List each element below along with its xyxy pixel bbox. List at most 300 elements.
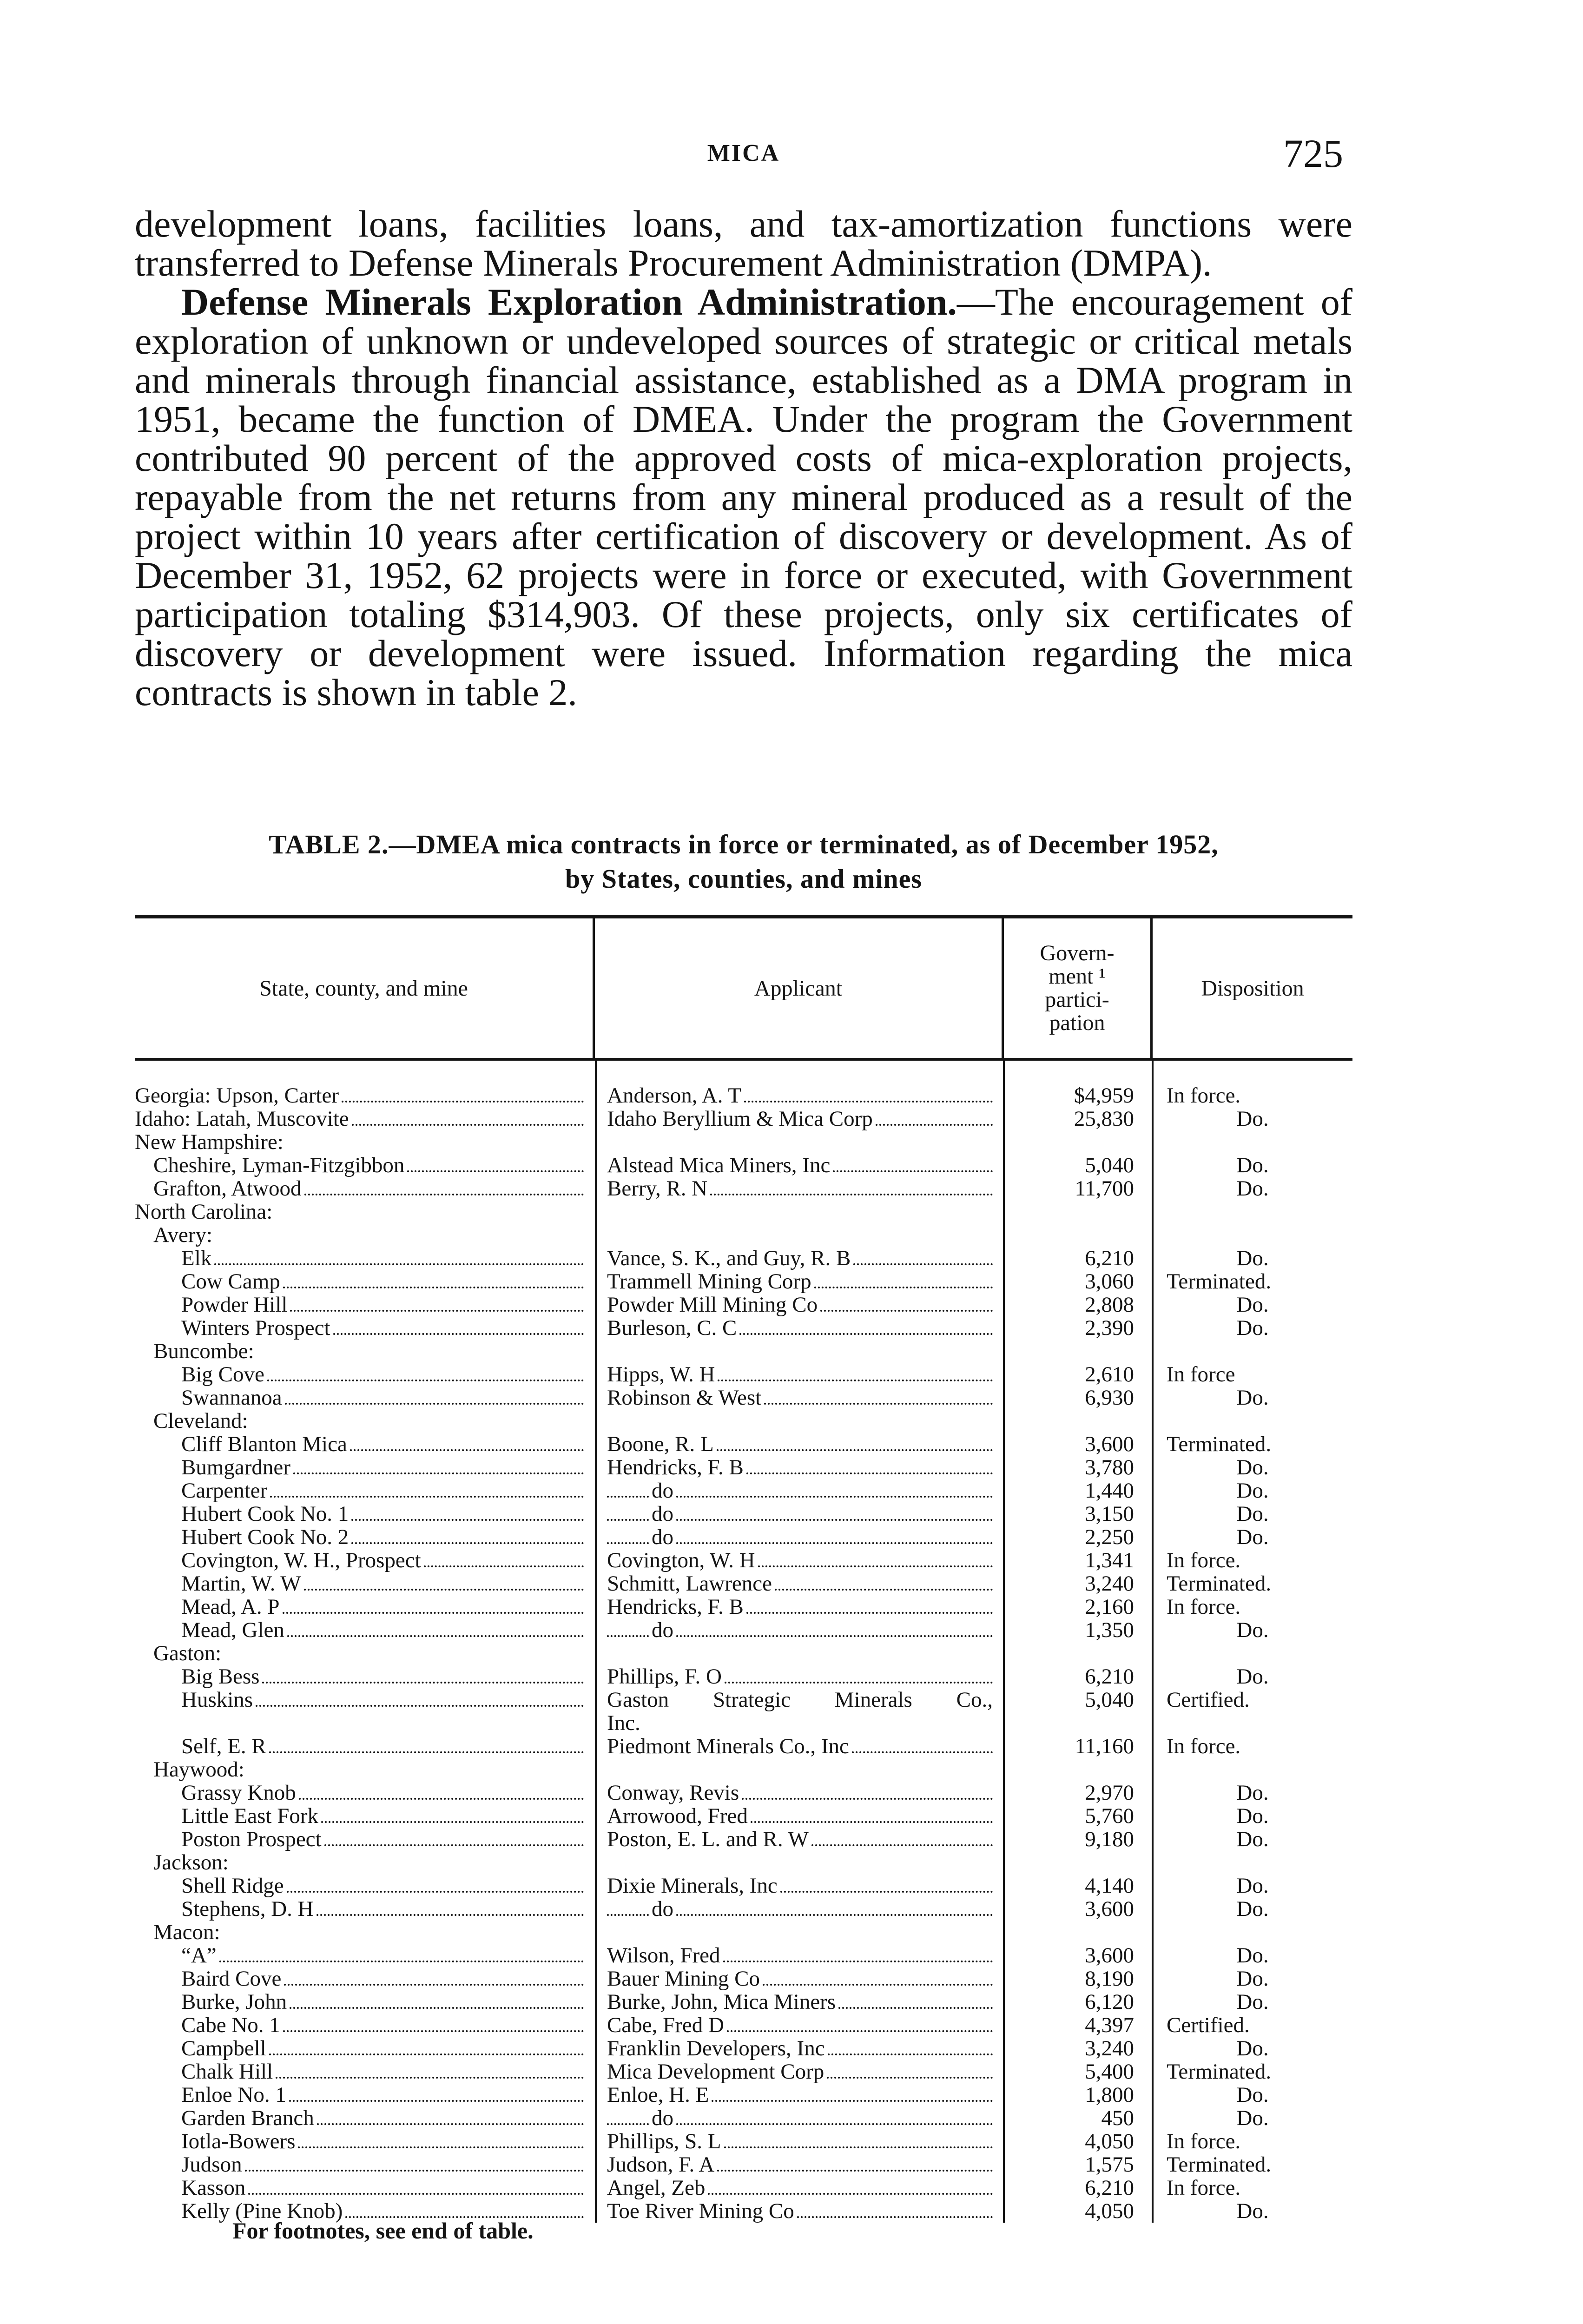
participation-amount: $4,959 <box>1074 1084 1134 1107</box>
table-row <box>135 1618 1352 1642</box>
disposition-status <box>1153 1642 1352 1665</box>
participation-amount: 9,180 <box>1085 1828 1134 1851</box>
applicant-name: Covington, W. H <box>607 1549 755 1572</box>
disposition-status <box>1153 1130 1352 1154</box>
mine-name: Little East Fork <box>181 1804 319 1828</box>
dot-leader <box>811 1844 993 1846</box>
mine-name: Cliff Blanton Mica <box>181 1433 347 1456</box>
dot-leader <box>407 1170 584 1172</box>
applicant-name: Schmitt, Lawrence <box>607 1572 772 1595</box>
mine-name: Chalk Hill <box>181 2060 273 2083</box>
mine-name: “A” <box>181 1944 217 1967</box>
mine-name: Grassy Knob <box>181 1781 296 1804</box>
participation-amount: 5,400 <box>1085 2060 1134 2083</box>
dot-leader <box>424 1565 584 1567</box>
participation-amount: 3,150 <box>1085 1502 1134 1525</box>
header-applicant: Applicant <box>595 918 1004 1058</box>
dot-leader <box>676 2123 993 2125</box>
applicant-name: Wilson, Fred <box>607 1944 720 1967</box>
disposition-status: Do. <box>1236 1293 1269 1316</box>
disposition-status: Do. <box>1236 1618 1269 1642</box>
table-row <box>135 1386 1352 1409</box>
participation-amount: 25,830 <box>1074 1107 1134 1130</box>
table-row <box>135 2130 1352 2153</box>
disposition-status: Terminated. <box>1167 1572 1272 1595</box>
dot-leader <box>351 1519 584 1521</box>
mine-name: Garden Branch <box>181 2106 314 2130</box>
disposition-status: Do. <box>1236 1897 1269 1921</box>
group-heading: North Carolina: <box>135 1200 273 1223</box>
mine-name: Georgia: Upson, Carter <box>135 1084 339 1107</box>
participation-amount: 4,050 <box>1085 2199 1134 2223</box>
dot-leader <box>853 1263 993 1265</box>
disposition-status: In force. <box>1167 1549 1241 1572</box>
disposition-status: Do. <box>1236 1247 1269 1270</box>
dot-leader <box>284 1984 584 1986</box>
participation-amount: 2,610 <box>1085 1363 1134 1386</box>
table-row <box>135 1154 1352 1177</box>
dot-leader <box>351 1542 584 1544</box>
header-government-participation <box>1004 918 1153 1058</box>
participation-amount <box>1004 1409 1153 1433</box>
header-govt-line-2: ment ¹ <box>1049 964 1106 989</box>
dot-leader <box>283 1287 584 1288</box>
disposition-status: Do. <box>1236 1502 1269 1525</box>
disposition-status: In force. <box>1167 1735 1241 1758</box>
participation-amount: 4,140 <box>1085 1874 1134 1897</box>
table-top-rule <box>135 915 1352 918</box>
dot-leader <box>248 2193 584 2195</box>
dot-leader <box>342 1101 584 1103</box>
disposition-status: Do. <box>1236 1386 1269 1409</box>
dot-leader <box>764 1403 993 1405</box>
table-row <box>135 1084 1352 1107</box>
participation-amount <box>1004 1758 1153 1781</box>
dot-leader <box>717 2170 993 2172</box>
applicant-name: Judson, F. A <box>607 2153 715 2176</box>
dot-leader <box>876 1124 993 1126</box>
group-heading: Haywood: <box>153 1758 244 1781</box>
participation-amount: 11,160 <box>1075 1735 1134 1758</box>
table-row <box>135 1247 1352 1270</box>
ditto-leader <box>607 1914 649 1916</box>
table-row <box>135 1735 1352 1758</box>
disposition-status: Terminated. <box>1167 2060 1272 2083</box>
applicant-name: Burke, John, Mica Miners <box>607 1990 836 2014</box>
participation-amount <box>1004 1340 1153 1363</box>
mine-name: Carpenter <box>181 1479 268 1502</box>
participation-amount: 6,210 <box>1085 1247 1134 1270</box>
applicant-name: do <box>652 1525 673 1549</box>
mine-name: Cheshire, Lyman-Fitzgibbon <box>153 1154 405 1177</box>
participation-amount: 3,060 <box>1085 1270 1134 1293</box>
header-govt-line-3: partici- <box>1045 987 1109 1012</box>
table-row <box>135 2083 1352 2106</box>
dot-leader <box>304 1194 584 1195</box>
ditto-leader <box>607 2123 649 2125</box>
applicant-name: Angel, Zeb <box>607 2176 706 2199</box>
footnote-reference: For footnotes, see end of table. <box>232 2218 534 2244</box>
disposition-status: Do. <box>1236 1154 1269 1177</box>
participation-amount <box>1004 1711 1153 1735</box>
ditto-leader <box>607 1635 649 1637</box>
participation-amount: 450 <box>1101 2106 1134 2130</box>
table-row <box>135 2176 1352 2199</box>
mine-name: Martin, W. W <box>181 1572 301 1595</box>
column-divider <box>1152 1061 1154 2223</box>
participation-amount: 5,760 <box>1085 1804 1134 1828</box>
applicant-name-empty <box>595 1921 1004 1944</box>
participation-amount: 6,210 <box>1085 1665 1134 1688</box>
dot-leader <box>289 2100 584 2102</box>
table-row <box>135 1270 1352 1293</box>
table-row <box>135 1665 1352 1688</box>
dot-leader <box>727 2030 993 2032</box>
dot-leader <box>676 1635 993 1637</box>
applicant-name: Mica Development Corp <box>607 2060 824 2083</box>
dot-leader <box>763 1984 993 1986</box>
group-heading: Cleveland: <box>153 1409 248 1433</box>
disposition-status: Terminated. <box>1167 2153 1272 2176</box>
applicant-name: Franklin Developers, Inc <box>607 2037 825 2060</box>
table-row <box>135 1363 1352 1386</box>
participation-amount: 2,970 <box>1085 1781 1134 1804</box>
table-row <box>135 1549 1352 1572</box>
ditto-leader <box>607 1496 649 1498</box>
dot-leader <box>828 2053 993 2055</box>
disposition-status: In force. <box>1167 1084 1241 1107</box>
participation-amount: 11,700 <box>1075 1177 1134 1200</box>
table-row <box>135 1479 1352 1502</box>
mine-name: Iotla-Bowers <box>181 2130 296 2153</box>
table-row <box>135 1409 1352 1433</box>
participation-amount: 5,040 <box>1085 1688 1134 1711</box>
applicant-name-empty <box>595 1758 1004 1781</box>
mine-name: Idaho: Latah, Muscovite <box>135 1107 349 1130</box>
participation-amount: 2,160 <box>1085 1595 1134 1618</box>
table-row <box>135 1642 1352 1665</box>
table-caption-line-1: TABLE 2.—DMEA mica contracts in force or terminated, as of December 1952, <box>269 829 1219 859</box>
participation-amount <box>1004 1851 1153 1874</box>
table-row <box>135 1316 1352 1340</box>
disposition-status <box>1153 1851 1352 1874</box>
applicant-name: Hendricks, F. B <box>607 1595 744 1618</box>
mine-name: Cabe No. 1 <box>181 2014 280 2037</box>
group-heading: Buncombe: <box>153 1340 254 1363</box>
group-heading: Jackson: <box>153 1851 229 1874</box>
applicant-name-empty <box>595 1200 1004 1223</box>
applicant-name: Phillips, F. O <box>607 1665 722 1688</box>
mine-name: Enloe No. 1 <box>181 2083 286 2106</box>
applicant-name-empty <box>595 1851 1004 1874</box>
participation-amount <box>1004 1223 1153 1247</box>
participation-amount: 3,240 <box>1085 2037 1134 2060</box>
applicant-name: Gaston Strategic Minerals Co., <box>607 1688 993 1711</box>
table-row <box>135 1293 1352 1316</box>
dot-leader <box>827 2077 993 2079</box>
participation-amount <box>1004 1642 1153 1665</box>
ditto-leader <box>607 1519 649 1521</box>
table-row <box>135 1990 1352 2014</box>
mine-name: Poston Prospect <box>181 1828 322 1851</box>
header-govt-line-1: Govern- <box>1040 941 1115 965</box>
dot-leader <box>283 2030 584 2032</box>
disposition-status: Do. <box>1236 1479 1269 1502</box>
dot-leader <box>276 2077 584 2079</box>
participation-amount <box>1004 1130 1153 1154</box>
disposition-status: Do. <box>1236 1316 1269 1340</box>
participation-amount: 2,808 <box>1085 1293 1134 1316</box>
dot-leader <box>287 1635 584 1637</box>
mine-name: Campbell <box>181 2037 266 2060</box>
disposition-status: Do. <box>1236 1967 1269 1990</box>
table-row <box>135 1781 1352 1804</box>
applicant-name: Hipps, W. H <box>607 1363 715 1386</box>
dot-leader <box>317 1914 584 1916</box>
disposition-status: Terminated. <box>1167 1270 1272 1293</box>
disposition-status: Do. <box>1236 2106 1269 2130</box>
table-row <box>135 2060 1352 2083</box>
disposition-status <box>1153 1711 1352 1735</box>
mine-name: Kelly (Pine Knob) <box>181 2199 343 2223</box>
table-caption <box>135 827 1352 896</box>
table-row <box>135 1433 1352 1456</box>
dot-leader <box>256 1705 584 1707</box>
applicant-name: Phillips, S. L <box>607 2130 721 2153</box>
applicant-name: Enloe, H. E <box>607 2083 709 2106</box>
disposition-status: Do. <box>1236 2199 1269 2223</box>
table-row <box>135 1944 1352 1967</box>
disposition-status: In force <box>1167 1363 1235 1386</box>
dot-leader <box>751 1821 993 1823</box>
dot-leader <box>712 2100 993 2102</box>
dot-leader <box>775 1589 993 1591</box>
applicant-name: Hendricks, F. B <box>607 1456 744 1479</box>
applicant-name: Powder Mill Mining Co <box>607 1293 818 1316</box>
applicant-name: do <box>652 2106 673 2130</box>
disposition-status: Do. <box>1236 1665 1269 1688</box>
table-row <box>135 1595 1352 1618</box>
dot-leader <box>324 1844 584 1846</box>
disposition-status: Certified. <box>1167 1688 1250 1711</box>
participation-amount: 4,397 <box>1085 2014 1134 2037</box>
table-row <box>135 1711 1352 1735</box>
disposition-status: In force. <box>1167 1595 1241 1618</box>
table-row <box>135 1967 1352 1990</box>
dot-leader <box>814 1287 993 1288</box>
disposition-status <box>1153 1758 1352 1781</box>
table-row <box>135 1804 1352 1828</box>
table-body <box>135 1061 1352 2223</box>
mine-name: Huskins <box>181 1688 253 1711</box>
dot-leader <box>746 1472 993 1474</box>
table-header <box>135 918 1352 1058</box>
mine-name: Judson <box>181 2153 242 2176</box>
header-state: State, county, and mine <box>135 918 595 1058</box>
table-row <box>135 1456 1352 1479</box>
disposition-status: Do. <box>1236 1828 1269 1851</box>
table-row <box>135 2153 1352 2176</box>
applicant-name: do <box>652 1897 673 1921</box>
table-row <box>135 2106 1352 2130</box>
dot-leader <box>298 2146 584 2148</box>
disposition-status <box>1153 1200 1352 1223</box>
disposition-status: Do. <box>1236 1525 1269 1549</box>
dot-leader <box>717 1449 993 1451</box>
participation-amount: 6,930 <box>1085 1386 1134 1409</box>
mine-name: Elk <box>181 1247 212 1270</box>
body-text <box>135 205 1352 712</box>
applicant-name: do <box>652 1618 673 1642</box>
applicant-name: Boone, R. L <box>607 1433 714 1456</box>
applicant-name: Vance, S. K., and Guy, R. B <box>607 1247 851 1270</box>
dot-leader <box>797 2216 993 2218</box>
applicant-name: Cabe, Fred D <box>607 2014 724 2037</box>
applicant-name: Idaho Beryllium & Mica Corp <box>607 1107 873 1130</box>
group-heading: New Hampshire: <box>135 1130 284 1154</box>
mine-name: Covington, W. H., Prospect <box>181 1549 421 1572</box>
dot-leader <box>725 1682 993 1684</box>
dot-leader <box>283 1612 584 1614</box>
header-disposition: Disposition <box>1201 976 1304 1001</box>
disposition-status: Do. <box>1236 1107 1269 1130</box>
disposition-status: Do. <box>1236 1804 1269 1828</box>
column-divider <box>1003 1061 1005 2223</box>
group-heading: Gaston: <box>153 1642 222 1665</box>
mine-name: Self, E. R <box>181 1735 266 1758</box>
participation-amount: 2,250 <box>1085 1525 1134 1549</box>
applicant-name: Poston, E. L. and R. W <box>607 1828 809 1851</box>
dot-leader <box>746 1612 993 1614</box>
disposition-status: Certified. <box>1167 2014 1250 2037</box>
disposition-status: Terminated. <box>1167 1433 1272 1456</box>
participation-amount: 3,600 <box>1085 1944 1134 1967</box>
dot-leader <box>350 1449 584 1451</box>
disposition-status: Do. <box>1236 1944 1269 1967</box>
dot-leader <box>299 1798 584 1800</box>
dot-leader <box>287 1891 584 1893</box>
group-heading: Macon: <box>153 1921 220 1944</box>
dot-leader <box>270 1496 584 1498</box>
applicant-name: Toe River Mining Co <box>607 2199 794 2223</box>
paragraph-1: development loans, facilities loans, and tax-amortization functions were transferred to Defense Minerals Procurement Administration (DMPA). <box>135 203 1352 284</box>
dot-leader <box>758 1565 993 1567</box>
participation-amount: 6,210 <box>1085 2176 1134 2199</box>
dot-leader <box>676 1542 993 1544</box>
participation-amount: 4,050 <box>1085 2130 1134 2153</box>
applicant-name: Burleson, C. C <box>607 1316 737 1340</box>
dot-leader <box>676 1914 993 1916</box>
applicant-name: Conway, Revis <box>607 1781 739 1804</box>
disposition-status: Do. <box>1236 2037 1269 2060</box>
applicant-name: Piedmont Minerals Co., Inc <box>607 1735 849 1758</box>
dot-leader <box>304 1589 584 1591</box>
mine-name: Stephens, D. H <box>181 1897 314 1921</box>
participation-amount: 5,040 <box>1085 1154 1134 1177</box>
applicant-name: Anderson, A. T <box>607 1084 741 1107</box>
table-row <box>135 1874 1352 1897</box>
mine-name: Mead, Glen <box>181 1618 284 1642</box>
page-number: 725 <box>1283 131 1343 176</box>
mine-name: Swannanoa <box>181 1386 282 1409</box>
table-row <box>135 1897 1352 1921</box>
mine-name: Hubert Cook No. 1 <box>181 1502 349 1525</box>
participation-amount <box>1004 1200 1153 1223</box>
dot-leader <box>676 1519 993 1521</box>
applicant-name: Bauer Mining Co <box>607 1967 760 1990</box>
dot-leader <box>744 1101 993 1103</box>
dot-leader <box>317 2123 584 2125</box>
disposition-status: Do. <box>1236 2083 1269 2106</box>
applicant-name: do <box>652 1502 673 1525</box>
applicant-name: Dixie Minerals, Inc <box>607 1874 778 1897</box>
mine-name: Cow Camp <box>181 1270 280 1293</box>
disposition-status <box>1153 1340 1352 1363</box>
applicant-name-empty <box>595 1642 1004 1665</box>
table-row <box>135 2014 1352 2037</box>
table-row <box>135 1572 1352 1595</box>
disposition-status: Do. <box>1236 1874 1269 1897</box>
disposition-status <box>1153 1921 1352 1944</box>
table-row <box>135 1851 1352 1874</box>
mine-name: Big Bess <box>181 1665 260 1688</box>
disposition-status: Do. <box>1236 1990 1269 2014</box>
mine-name: Shell Ridge <box>181 1874 284 1897</box>
participation-amount: 3,780 <box>1085 1456 1134 1479</box>
applicant-name: Trammell Mining Corp <box>607 1270 811 1293</box>
dot-leader <box>820 1310 993 1312</box>
section-title: MICA <box>707 140 780 166</box>
group-heading: Avery: <box>153 1223 213 1247</box>
participation-amount: 1,800 <box>1085 2083 1134 2106</box>
disposition-status: In force. <box>1167 2176 1241 2199</box>
paragraph-2-text: —The encouragement of exploration of unknown or undeveloped sources of strategic or critical metals and minerals through financial assistance, established as a DMA program in 1951, became the function of DMEA. Under the program the Government contributed 90 percent of the approved costs of mica-exploration projects, repayable from the net returns from any mineral produced as a result of the project within 10 years after certification of discovery or development. As of December 31, 1952, 62 projects were in force or executed, with Government participation totaling $314,903. Of these projects, only six certificates of discovery or development were issued. Information regarding the mica contracts is shown in table 2. <box>135 281 1353 713</box>
table-row <box>135 1525 1352 1549</box>
participation-amount: 1,440 <box>1085 1479 1134 1502</box>
table-row <box>135 1223 1352 1247</box>
dot-leader <box>219 1961 584 1962</box>
disposition-status: Do. <box>1236 1781 1269 1804</box>
dot-leader <box>290 2007 584 2009</box>
participation-amount: 1,341 <box>1085 1549 1134 1572</box>
applicant-name: Robinson & West <box>607 1386 762 1409</box>
dot-leader <box>245 2170 584 2172</box>
table-row <box>135 1177 1352 1200</box>
participation-amount: 1,575 <box>1085 2153 1134 2176</box>
applicant-name: Berry, R. N <box>607 1177 708 1200</box>
dot-leader <box>333 1333 584 1335</box>
mine-name: Bumgardner <box>181 1456 290 1479</box>
table-row <box>135 1200 1352 1223</box>
participation-amount: 8,190 <box>1085 1967 1134 1990</box>
column-divider <box>595 1061 597 2223</box>
participation-amount <box>1004 1921 1153 1944</box>
dot-leader <box>739 1333 993 1335</box>
dot-leader <box>833 1170 993 1172</box>
mine-name: Winters Prospect <box>181 1316 330 1340</box>
dot-leader <box>262 1682 584 1684</box>
mine-name: Kasson <box>181 2176 246 2199</box>
dot-leader <box>352 1124 584 1126</box>
table-row <box>135 1130 1352 1154</box>
dot-leader <box>293 1472 584 1474</box>
disposition-status <box>1153 1409 1352 1433</box>
table-row <box>135 1688 1352 1711</box>
applicant-name-empty <box>595 1409 1004 1433</box>
participation-amount: 6,120 <box>1085 1990 1134 2014</box>
applicant-name-empty <box>595 1130 1004 1154</box>
dot-leader <box>290 1310 584 1312</box>
